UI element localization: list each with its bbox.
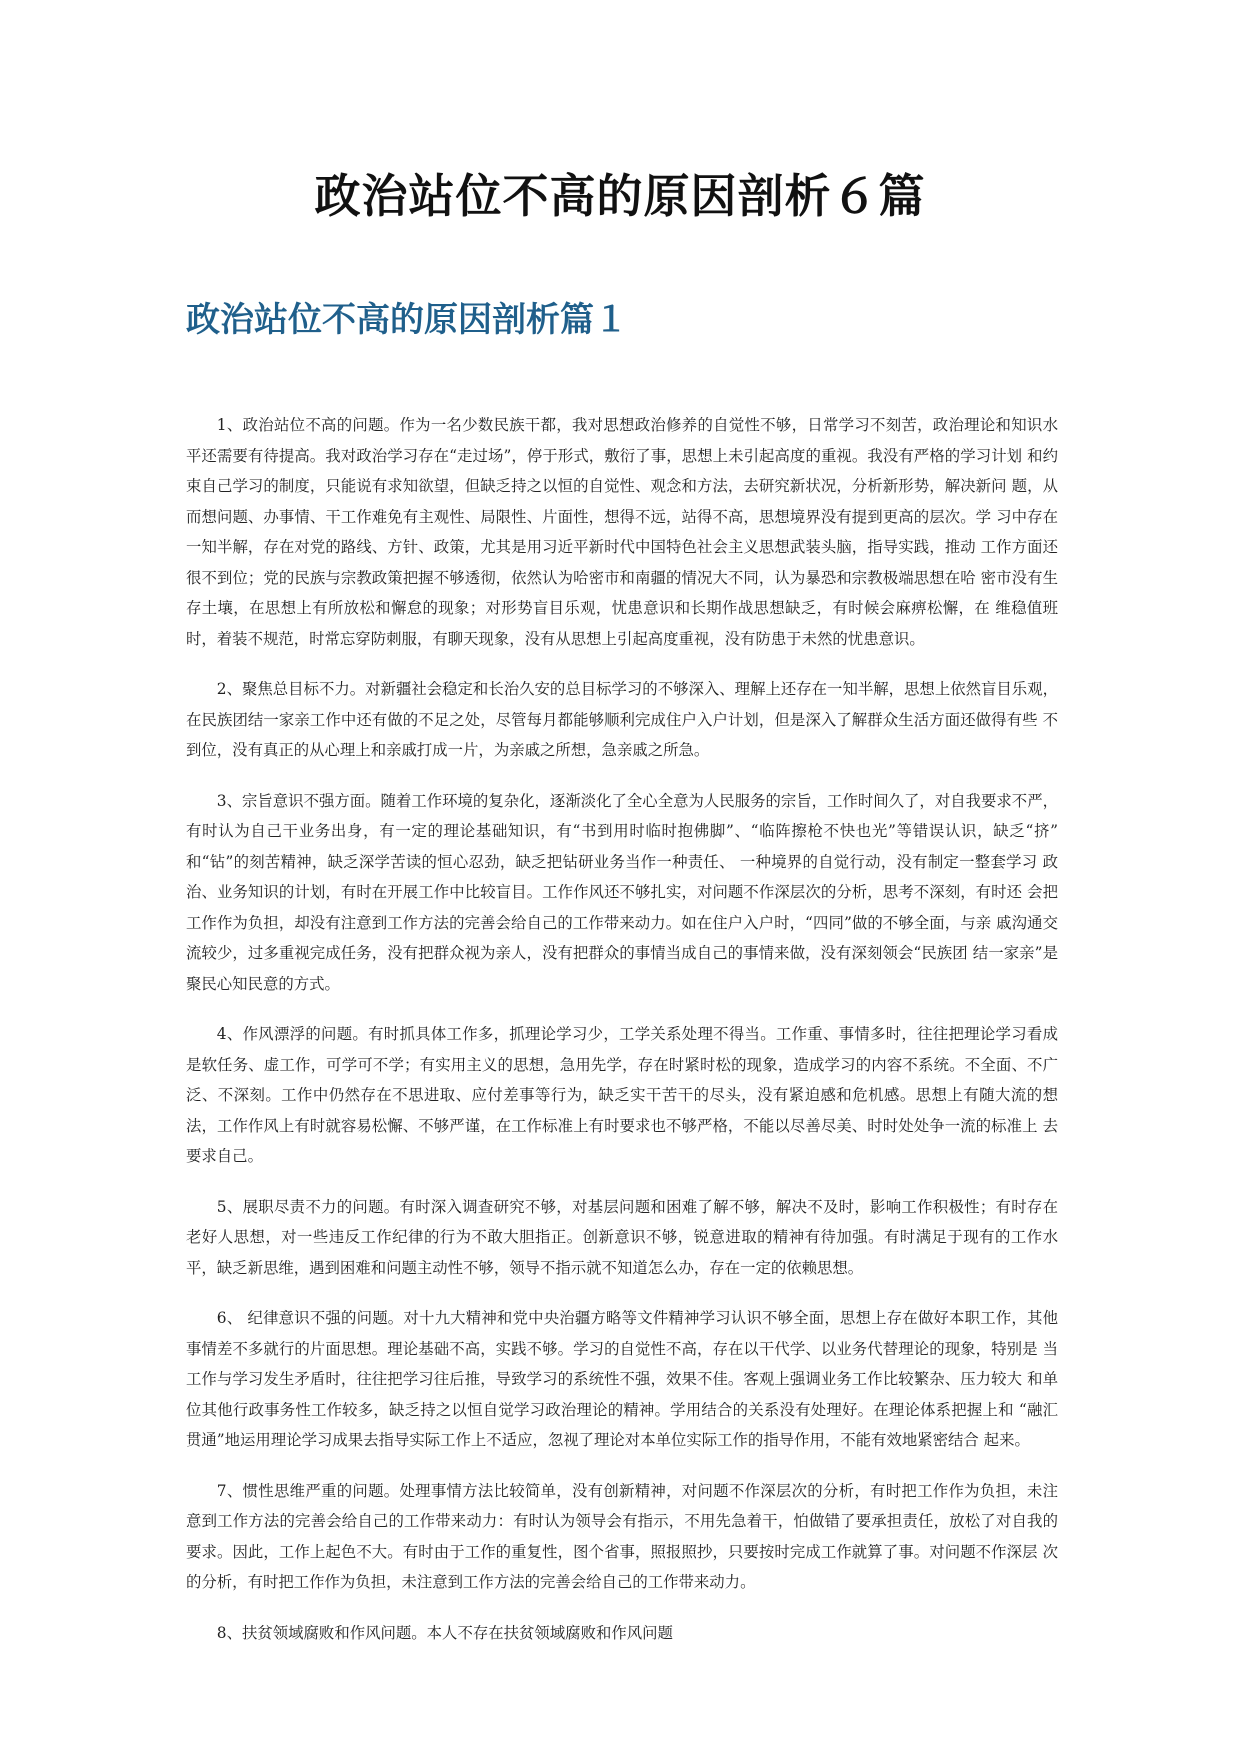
paragraph-7: 7、惯性思维严重的问题。处理事情方法比较简单，没有创新精神，对问题不作深层次的分析，有时把工作作为负担，未注 意到工作方法的完善会给自己的工作带来动力：有时认为领导会有指示，不用先急着干，怕做错了要承担责任，放松了对自我的 要求。因此，工作上起色不大。有时由于工作的重复性，图个省事，照报照抄，只要按时完成工作就算了事。对问题不作深层 次的分析，有时把工作作为负担，未注意到工作方法的完善会给自己的工作带来动力。 bbox=[186, 1481, 1063, 1591]
paragraph-6: 6、 纪律意识不强的问题。对十九大精神和党中央治疆方略等文件精神学习认识不够全面，思想上存在做好本职工作，其他 事情差不多就行的片面思想。理论基础不高，实践不够。学习的自觉性不高，存在以干代学、以业务代替理论的现象，特别是 当工作与学习发生矛盾时，往往把学习往后推，导致学习的系统性不强，效果不佳。客观上强调业务工作比较繁杂、压力较大 和单位其他行政事务性工作较多，缺乏持之以恒自觉学习政治理论的精神。学用结合的关系没有处理好。在理论体系把握上和 “融汇贯通”地运用理论学习成果去指导实际工作上不适应，忽视了理论对本单位实际工作的指导作用，不能有效地紧密结合 起来。 bbox=[186, 1309, 1063, 1449]
document-body bbox=[186, 410, 1063, 1668]
document-title: 政治站位不高的原因剖析６篇 bbox=[314, 169, 926, 223]
section-heading: 政治站位不高的原因剖析篇１ bbox=[186, 300, 628, 340]
paragraph-5: 5、展职尽责不力的问题。有时深入调查研究不够，对基层问题和困难了解不够，解决不及时，影响工作积极性；有时存在 老好人思想，对一些违反工作纪律的行为不敢大胆指正。创新意识不够，锐意进取的精神有待加强。有时满足于现有的工作水 平，缺乏新思维，遇到困难和问题主动性不够，领导不指示就不知道怎么办，存在一定的依赖思想。 bbox=[186, 1197, 1063, 1277]
paragraph-2: 2、聚焦总目标不力。对新疆社会稳定和长治久安的总目标学习的不够深入、理解上还存在一知半解，思想上依然盲目乐观， 在民族团结一家亲工作中还有做的不足之处，尽管每月都能够顺利完成住户入户计划，但是深入了解群众生活方面还做得有些 不到位，没有真正的从心理上和亲戚打成一片，为亲戚之所想，急亲戚之所急。 bbox=[186, 680, 1063, 759]
paragraph-4: 4、作风漂浮的问题。有时抓具体工作多，抓理论学习少，工学关系处理不得当。工作重、事情多时，往往把理论学习看成 是软任务、虚工作，可学可不学；有实用主义的思想，急用先学，存在时紧时松的现象，造成学习的内容不系统。不全面、不广 泛、不深刻。工作中仍然存在不思进取、应付差事等行为，缺乏实干苦干的尽头，没有紧迫感和危机感。思想上有随大流的想 法，工作作风上有时就容易松懈、不够严谨，在工作标准上有时要求也不够严格，不能以尽善尽美、时时处处争一流的标准上 去要求自己。 bbox=[186, 1025, 1063, 1165]
paragraph-1: 1、政治站位不高的问题。作为一名少数民族干都，我对思想政治修养的自觉性不够，日常学习不刻苦，政治理论和知识水 平还需要有待提高。我对政治学习存在“走过场”，停于形式，敷衍了事，思想上未引起高度的重视。我没有严格的学习计划 和约束自己学习的制度，只能说有求知欲望，但缺乏持之以恒的自觉性、观念和方法，去研究新状况，分析新形势，解决新问 题，从而想问题、办事情、干工作难免有主观性、局限性、片面性，想得不远，站得不高，思想境界没有提到更高的层次。学 习中存在一知半解，存在对党的路线、方针、政策，尤其是用习近平新时代中国特色社会主义思想武装头脑，指导实践，推动 工作方面还很不到位；党的民族与宗教政策把握不够透彻，依然认为哈密市和南疆的情况大不同，认为暴恐和宗教极端思想在哈 密市没有生存土壤，在思想上有所放松和懈怠的现象；对形势盲目乐观，忧患意识和长期作战思想缺乏，有时候会麻痹松懈，在 维稳值班时，着装不规范，时常忘穿防刺服，有聊天现象，没有从思想上引起高度重视，没有防患于未然的忧患意识。 bbox=[186, 416, 1063, 648]
paragraph-8: 8、扶贫领域腐败和作风问题。本人不存在扶贫领域腐败和作风问题 bbox=[216, 1623, 673, 1642]
paragraph-3: 3、宗旨意识不强方面。随着工作环境的复杂化，逐渐淡化了全心全意为人民服务的宗旨，工作时间久了，对自我要求不严，有时认为自己干业务出身，有一定的理论基础知识，有“书到用时临时抱佛脚”、“临阵擦枪不快也光”等错误认识，缺乏“挤” 和“钻”的刻苦精神，缺乏深学苦读的恒心忍劲，缺乏把钻研业务当作一种责任、 一种境界的自觉行动，没有制定一整套学习 政治、业务知识的计划，有时在开展工作中比较盲目。工作作风还不够扎实，对问题不作深层次的分析，思考不深刻，有时还 会把工作作为负担，却没有注意到工作方法的完善会给自己的工作带来动力。如在住户入户时，“四同”做的不够全面，与亲 戚沟通交流较少，过多重视完成任务，没有把群众视为亲人，没有把群众的事情当成自己的事情来做，没有深刻领会“民族团 结一家亲”是聚民心知民意的方式。 bbox=[186, 791, 1063, 993]
